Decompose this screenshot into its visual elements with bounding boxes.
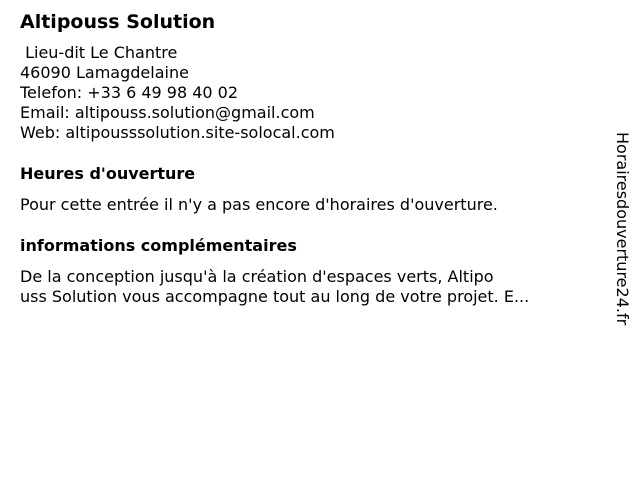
additional-info-line-1: De la conception jusqu'à la création d'espaces verts, Altipo (20, 267, 494, 286)
additional-info-heading: informations complémentaires (20, 236, 297, 255)
opening-hours-text: Pour cette entrée il n'y a pas encore d'horaires d'ouverture. (20, 195, 498, 214)
business-card (20, 10, 600, 307)
site-brand-vertical: Horairesdouverture24.fr (613, 132, 632, 326)
address-street: Lieu-dit Le Chantre (20, 43, 178, 62)
additional-info-line-2: uss Solution vous accompagne tout au long de votre projet. E... (20, 287, 530, 306)
additional-info-text (20, 267, 600, 307)
web-line: Web: altipousssolution.site-solocal.com (20, 123, 335, 142)
phone-line: Telefon: +33 6 49 98 40 02 (20, 83, 239, 102)
business-name: Altipouss Solution (20, 11, 216, 33)
opening-hours-heading: Heures d'ouverture (20, 164, 196, 183)
email-line: Email: altipouss.solution@gmail.com (20, 103, 315, 122)
address-city: 46090 Lamagdelaine (20, 63, 189, 82)
